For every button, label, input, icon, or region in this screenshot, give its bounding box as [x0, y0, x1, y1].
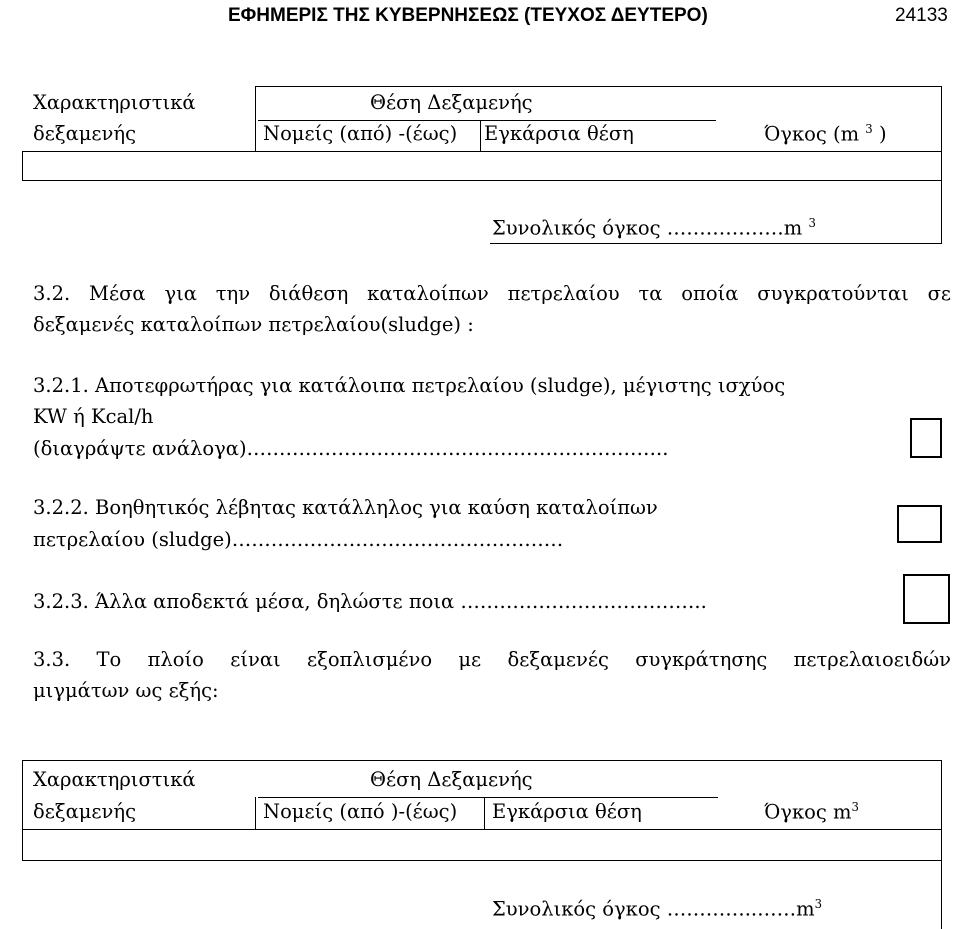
table2-col-characteristics-line1: Χαρακτηριστικά: [33, 768, 196, 791]
item-3-2-3-checkbox[interactable]: [903, 574, 950, 624]
gazette-title: ΕΦΗΜΕΡΙΣ ΤΗΣ ΚΥΒΕΡΝΗΣΕΩΣ (ΤΕΥΧΟΣ ΔΕΥΤΕΡΟ): [228, 5, 708, 26]
item-3-2-2-checkbox[interactable]: [897, 505, 942, 543]
item-3-2-2-line2: πετρελαίου (sludge)……………………………………………: [33, 528, 564, 551]
table1-col-sectors: Νομείς (από) -(έως): [263, 122, 458, 145]
table1-line-row-bottom: [22, 180, 942, 181]
table2-col-sectors: Νομείς (από )-(έως): [263, 800, 458, 823]
table2-col-position: Θέση Δεξαμενής: [370, 768, 533, 791]
table1-vline-left: [22, 151, 23, 181]
table1-total-volume: Συνολικός όγκος ………………m $^3$: [492, 216, 816, 240]
table2-vline-left: [22, 760, 23, 861]
table2-vline-right: [941, 760, 942, 929]
section-3-3-line2: μιγμάτων ως εξής:: [33, 679, 219, 702]
table1-line-header-bottom: [22, 151, 942, 152]
table1-vline-col1: [255, 86, 256, 152]
item-3-2-1-line1: 3.2.1. Αποτεφρωτήρας για κατάλοιπα πετρελαίου (sludge), μέγιστης ισχύος: [33, 374, 786, 397]
table2-col-characteristics-line2: δεξαμενής: [33, 800, 136, 823]
table1-col-transverse: Εγκάρσια θέση: [484, 122, 634, 145]
table1-vline-right: [941, 86, 942, 244]
table2-vline-col1: [255, 797, 256, 830]
table2-total-volume: Συνολικός όγκος $\dots\dots\dots\dots..\dots\dots m^3$: [492, 897, 823, 921]
page-number: 24133: [895, 5, 948, 26]
table2-col-transverse: Εγκάρσια θέση: [492, 800, 642, 823]
table1-col-characteristics-line1: Χαρακτηριστικά: [33, 91, 196, 114]
table2-line-mid: [258, 797, 718, 798]
table2-line-row-bottom: [22, 860, 942, 861]
table1-col-characteristics-line2: δεξαμενής: [33, 122, 136, 145]
item-3-2-2-line1: 3.2.2. Βοηθητικός λέβητας κατάλληλος για καύση καταλοίπων: [33, 496, 658, 519]
item-3-2-1-line2: KW ή Kcal/h: [33, 405, 154, 428]
section-3-3-line1: 3.3. Το πλοίο είναι εξοπλισμένο με δεξαμενές συγκράτησης πετρελαιοειδών: [33, 648, 951, 671]
table2-line-top: [22, 760, 942, 761]
table1-col-position: Θέση Δεξαμενής: [370, 91, 533, 114]
table1-line-total-bottom: [490, 243, 942, 244]
table1-col-volume: Όγκος (m $^3$ ): [764, 122, 887, 146]
item-3-2-3-line1: 3.2.3. Άλλα αποδεκτά μέσα, δηλώστε ποια ………………………………..: [33, 590, 707, 613]
table2-vline-col2: [484, 797, 485, 830]
section-3-2-line2: δεξαμενές καταλοίπων πετρελαίου(sludge) :: [33, 313, 474, 336]
table1-line-top-right: [255, 86, 941, 87]
section-3-2-line1: 3.2. Μέσα για την διάθεση καταλοίπων πετρελαίου τα οποία συγκρατούνται σε: [33, 282, 951, 305]
table2-line-header-bottom: [22, 829, 942, 830]
table2-col-volume: Όγκος $m^3$: [764, 800, 859, 824]
item-3-2-1-line3: (διαγράψτε ανάλογα)………………………………………………………..: [33, 437, 669, 460]
table1-line-mid: [258, 120, 716, 121]
item-3-2-1-checkbox[interactable]: [910, 418, 942, 458]
table1-vline-col2: [480, 120, 481, 152]
